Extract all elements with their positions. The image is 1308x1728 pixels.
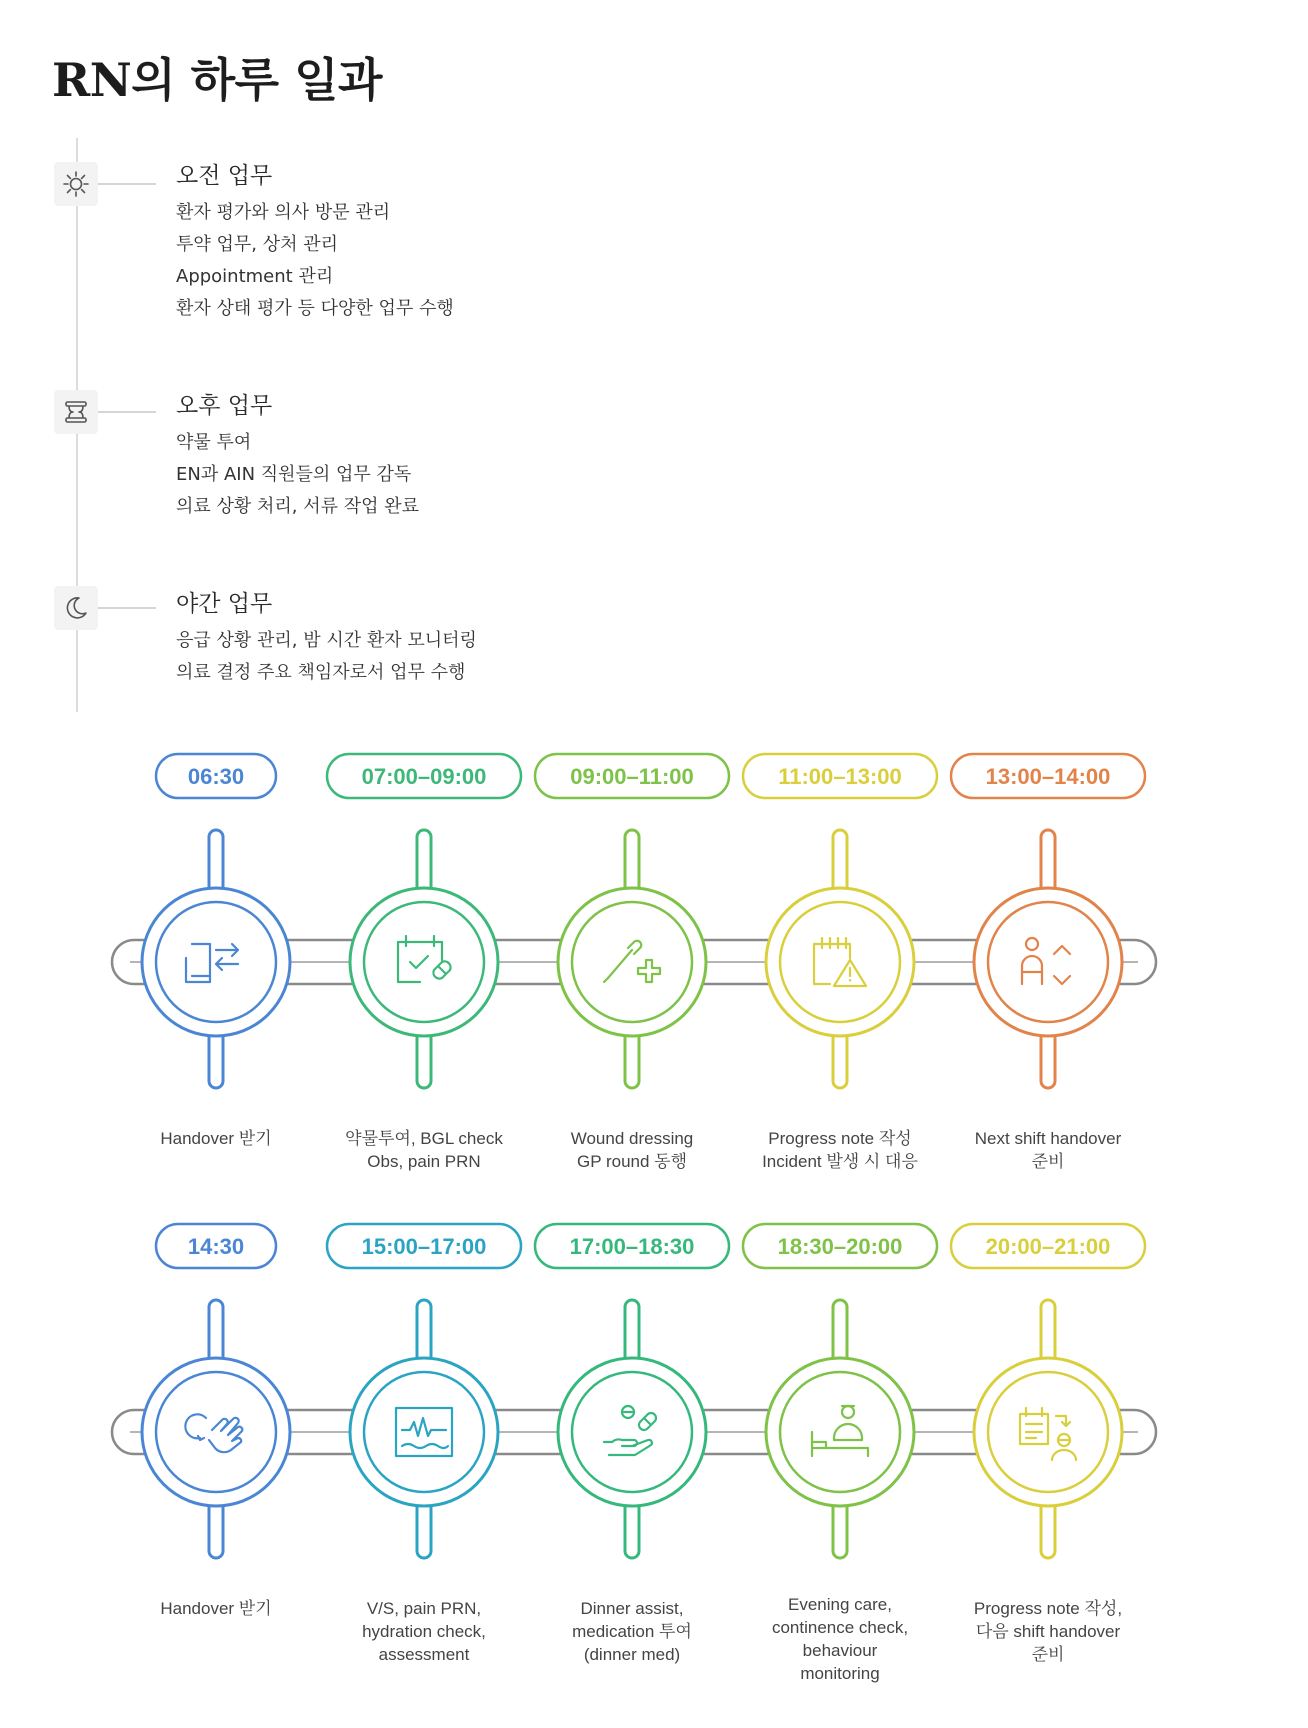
timeline-step — [743, 754, 937, 1171]
timeline-step — [951, 754, 1145, 1171]
step-label-line: Progress note 작성 — [768, 1129, 912, 1148]
step-label — [974, 1599, 1122, 1664]
step-label-line: Evening care, — [788, 1595, 892, 1614]
time-label: 06:30 — [187, 764, 245, 789]
step-inner-ring — [780, 1372, 900, 1492]
time-label: 09:00–11:00 — [570, 764, 694, 789]
list-item: 약물 투여 — [176, 432, 252, 453]
timeline-step — [327, 754, 521, 1171]
time-label: 13:00–14:00 — [985, 764, 1111, 789]
step-inner-ring — [156, 902, 276, 1022]
step-label-line: 약물투여, BGL check — [345, 1129, 503, 1148]
section-connector — [98, 411, 156, 413]
time-label: 20:00–21:00 — [985, 1234, 1111, 1259]
step-label-line: Progress note 작성, — [973, 1599, 1123, 1618]
section-connector — [98, 183, 156, 185]
step-label — [362, 1599, 486, 1664]
step-label-line: Handover 받기 — [160, 1599, 272, 1618]
step-label — [345, 1128, 503, 1171]
timeline-step — [142, 754, 290, 1148]
list-item: 환자 평가와 의사 방문 관리 — [176, 202, 391, 223]
step-label-line: V/S, pain PRN, — [366, 1599, 482, 1618]
time-label: 11:00–13:00 — [778, 764, 902, 789]
list-item: 환자 상태 평가 등 다양한 업무 수행 — [176, 298, 454, 319]
section-list-night — [176, 625, 477, 689]
section-list-afternoon — [176, 427, 419, 523]
time-label: 18:30–20:00 — [777, 1234, 903, 1259]
step-label-line: GP round 동행 — [576, 1152, 688, 1171]
step-label-line: medication 투여 — [572, 1622, 692, 1641]
time-label: 17:00–18:30 — [569, 1234, 695, 1259]
list-item: 의료 상황 처리, 서류 작업 완료 — [176, 496, 419, 517]
step-label-line: Dinner assist, — [580, 1599, 684, 1618]
step-label-line: Handover 받기 — [160, 1129, 272, 1148]
step-label-line: Incident 발생 시 대응 — [762, 1152, 918, 1171]
step-label-line: 준비 — [1031, 1645, 1065, 1664]
step-label — [571, 1129, 694, 1171]
step-label — [975, 1129, 1122, 1171]
step-inner-ring — [572, 1372, 692, 1492]
step-label-line: monitoring — [800, 1664, 880, 1683]
section-title-night: 야간 업무 — [176, 591, 273, 617]
sun-icon — [54, 162, 98, 206]
list-item: 응급 상황 관리, 밤 시간 환자 모니터링 — [176, 630, 477, 651]
step-inner-ring — [364, 1372, 484, 1492]
step-label-line: Next shift handover — [974, 1129, 1122, 1148]
timeline-step — [951, 1224, 1145, 1664]
moon-icon — [54, 586, 98, 630]
step-label — [572, 1599, 692, 1664]
section-title-afternoon: 오후 업무 — [176, 393, 273, 419]
step-label-line: behaviour — [802, 1641, 878, 1660]
step-label-line: 다음 shift handover — [975, 1622, 1121, 1641]
timeline-step — [142, 1224, 290, 1618]
timeline-step — [535, 754, 729, 1171]
step-label — [762, 1129, 918, 1171]
step-inner-ring — [572, 902, 692, 1022]
list-item: Appointment 관리 — [176, 266, 334, 287]
timeline-step — [535, 1224, 729, 1664]
step-label — [160, 1129, 271, 1148]
step-label-line: 준비 — [1031, 1152, 1065, 1171]
step-label-line: Obs, pain PRN — [367, 1152, 481, 1171]
time-label: 14:30 — [187, 1234, 245, 1259]
hourglass-icon — [54, 390, 98, 434]
timeline-step — [743, 1224, 937, 1683]
time-label: 07:00–09:00 — [361, 764, 487, 789]
section-list-morning — [176, 197, 454, 325]
step-inner-ring — [156, 1372, 276, 1492]
list-item: EN과 AIN 직원들의 업무 감독 — [176, 464, 412, 485]
section-connector — [98, 607, 156, 609]
section-title-morning: 오전 업무 — [176, 163, 273, 189]
step-inner-ring — [988, 902, 1108, 1022]
list-item: 투약 업무, 상처 관리 — [176, 234, 338, 255]
step-label-line: continence check, — [771, 1618, 909, 1637]
step-label-line: (dinner med) — [583, 1645, 681, 1664]
step-inner-ring — [780, 902, 900, 1022]
list-item: 의료 결정 주요 책임자로서 업무 수행 — [176, 662, 466, 683]
step-label-line: assessment — [378, 1645, 470, 1664]
step-label — [772, 1595, 908, 1683]
daily-schedule-timeline — [0, 740, 1308, 1728]
page-title: RN의 하루 일과 — [52, 53, 382, 107]
step-label-line: Wound dressing — [570, 1129, 694, 1148]
step-label-line: hydration check, — [362, 1622, 486, 1641]
step-inner-ring — [364, 902, 484, 1022]
time-label: 15:00–17:00 — [361, 1234, 487, 1259]
timeline-step — [327, 1224, 521, 1664]
step-label — [160, 1599, 271, 1618]
